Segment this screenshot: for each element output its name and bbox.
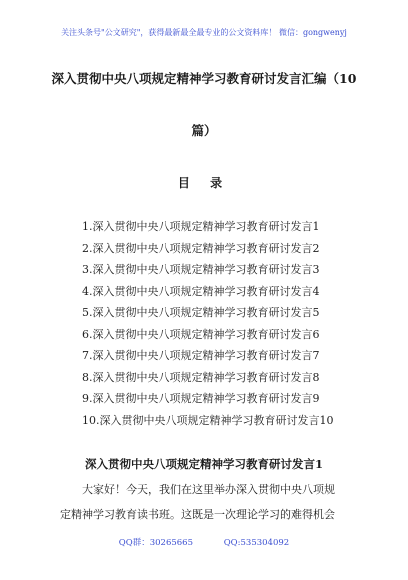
toc-item-9[interactable]: 9.深入贯彻中央八项规定精神学习教育研讨发言9 (82, 392, 320, 405)
speech-text-line1: 大家好！今天，我们在这里举办深入贯彻中央八项规 (82, 483, 335, 496)
table-of-contents (82, 216, 334, 431)
toc-item-10[interactable]: 10.深入贯彻中央八项规定精神学习教育研讨发言10 (82, 413, 334, 427)
toc-item-4[interactable]: 4.深入贯彻中央八项规定精神学习教育研讨发言4 (82, 284, 320, 298)
footer-qq-number: QQ:535304092 (223, 538, 290, 548)
document-title-line1: 深入贯彻中央八项规定精神学习教育研讨发言汇编（10 (51, 71, 357, 86)
document-title-line2: 篇） (191, 123, 217, 138)
toc-item-2[interactable]: 2.深入贯彻中央八项规定精神学习教育研讨发言2 (82, 241, 320, 255)
toc-item-8[interactable]: 8.深入贯彻中央八项规定精神学习教育研讨发言8 (82, 370, 320, 384)
speech-heading: 深入贯彻中央八项规定精神学习教育研讨发言1 (85, 457, 323, 471)
toc-item-5[interactable]: 5.深入贯彻中央八项规定精神学习教育研讨发言5 (82, 306, 320, 319)
header-note: 关注头条号"公文研究"，获得最新最全最专业的公文资料库！ 微信：gongwenyj (61, 28, 347, 37)
toc-heading: 目 录 (177, 176, 231, 190)
speech-text-line2: 定精神学习教育读书班。这既是一次理论学习的难得机会 (60, 508, 335, 521)
footer-qq-group: QQ群：30265665 (118, 538, 193, 548)
footer-contact (0, 536, 408, 548)
toc-item-6[interactable]: 6.深入贯彻中央八项规定精神学习教育研讨发言6 (82, 327, 320, 341)
toc-item-1[interactable]: 1.深入贯彻中央八项规定精神学习教育研讨发言1 (82, 220, 320, 233)
toc-item-7[interactable]: 7.深入贯彻中央八项规定精神学习教育研讨发言7 (82, 349, 320, 362)
toc-item-3[interactable]: 3.深入贯彻中央八项规定精神学习教育研讨发言3 (82, 263, 320, 276)
